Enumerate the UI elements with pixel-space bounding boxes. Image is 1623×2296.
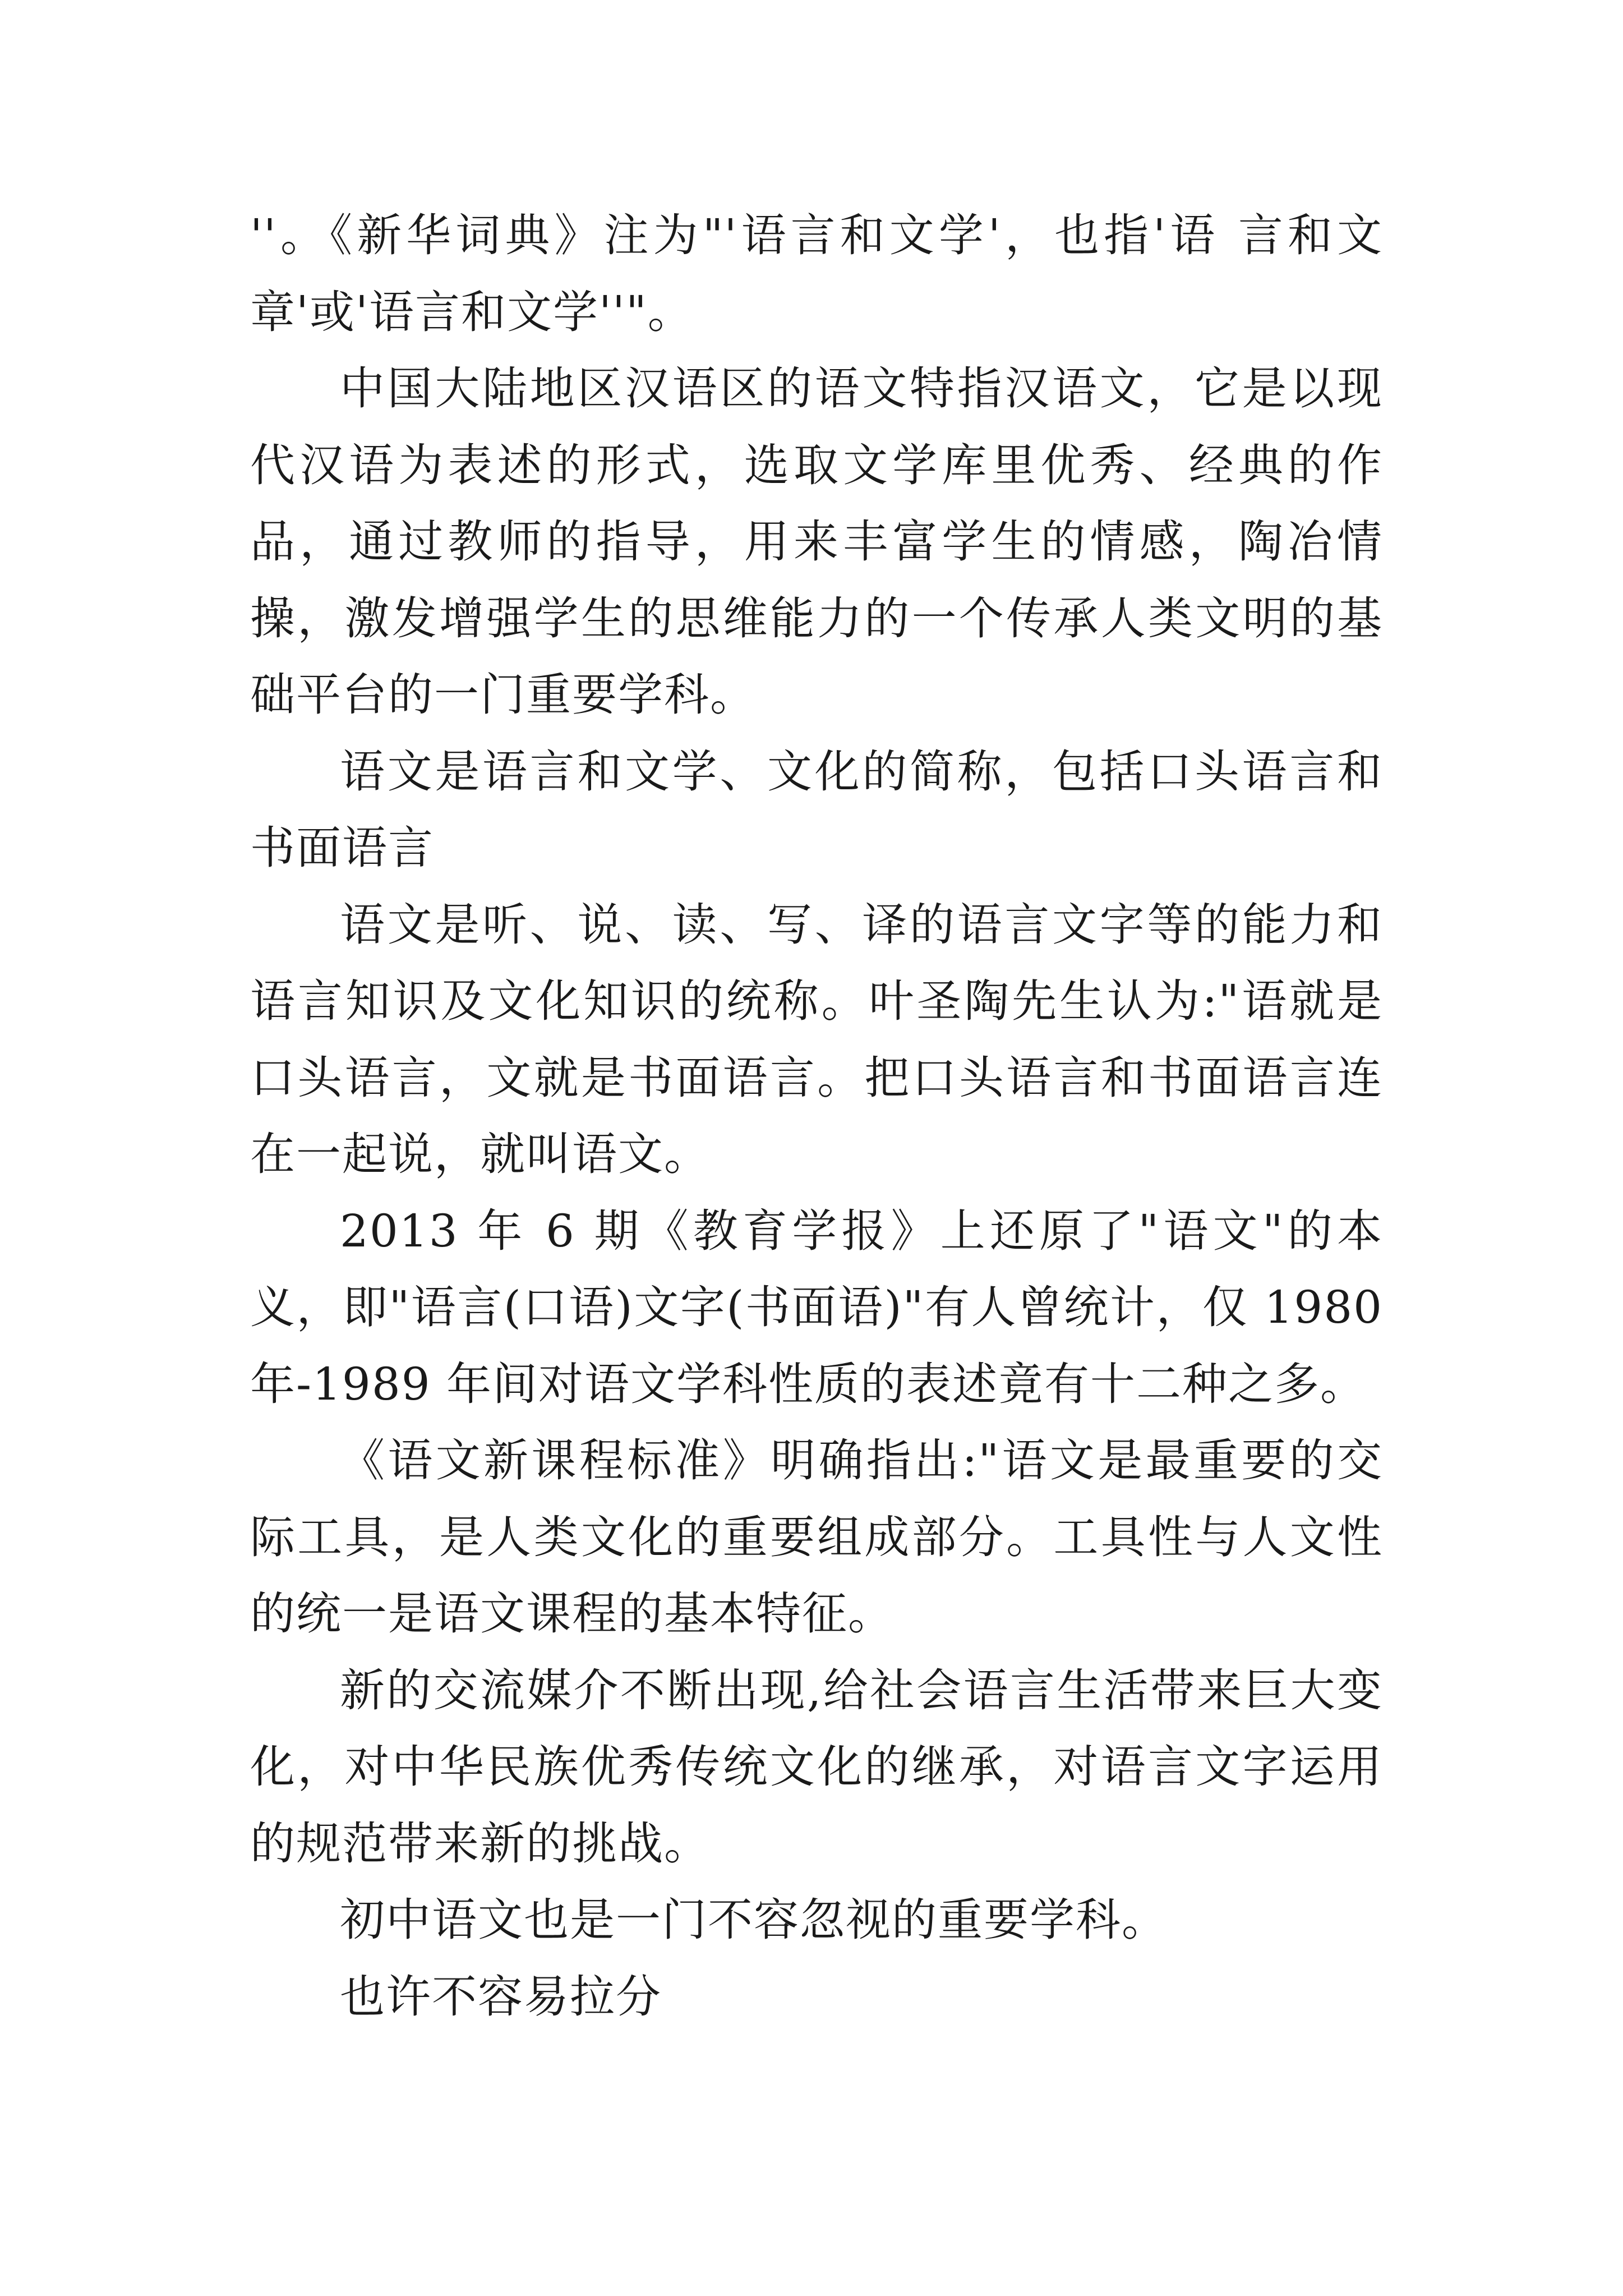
paragraph-2: 中国大陆地区汉语区的语文特指汉语文，它是以现代汉语为表述的形式，选取文学库里优秀、经典的作品，通过教师的指导，用来丰富学生的情感，陶冶情操，激发增强学生的思维能力的一个传承人类文明的基础平台的一门重要学科。 — [250, 362, 1383, 721]
paragraph-1: ''。《新华词典》注为"'语言和文学'，也指'语 言和文章'或'语言和文学''"。 — [250, 209, 1383, 338]
paragraph-8: 初中语文也是一门不容忽视的重要学科。 — [340, 1894, 1168, 1946]
paragraph-6: 《语文新课程标准》明确指出:"语文是最重要的交际工具，是人类文化的重要组成部分。工具性与人文性的统一是语文课程的基本特征。 — [250, 1434, 1383, 1640]
paragraph-5: 2013 年 6 期《教育学报》上还原了"语文"的本义，即"语言(口语)文字(书面语)"有人曾统计，仅 1980 年-1989 年间对语文学科性质的表述竟有十二种之多。 — [250, 1204, 1383, 1410]
paragraph-9: 也许不容易拉分 — [340, 1970, 662, 2023]
paragraph-7: 新的交流媒介不断出现,给社会语言生活带来巨大变化，对中华民族优秀传统文化的继承，对语言文字运用的规范带来新的挑战。 — [250, 1664, 1383, 1870]
paragraph-4: 语文是听、说、读、写、译的语言文字等的能力和语言知识及文化知识的统称。叶圣陶先生认为:"语就是口头语言，文就是书面语言。把口头语言和书面语言连在一起说，就叫语文。 — [250, 898, 1383, 1180]
paragraph-3: 语文是语言和文学、文化的简称，包括口头语言和书面语言 — [250, 745, 1383, 874]
body-text — [250, 197, 1383, 2035]
